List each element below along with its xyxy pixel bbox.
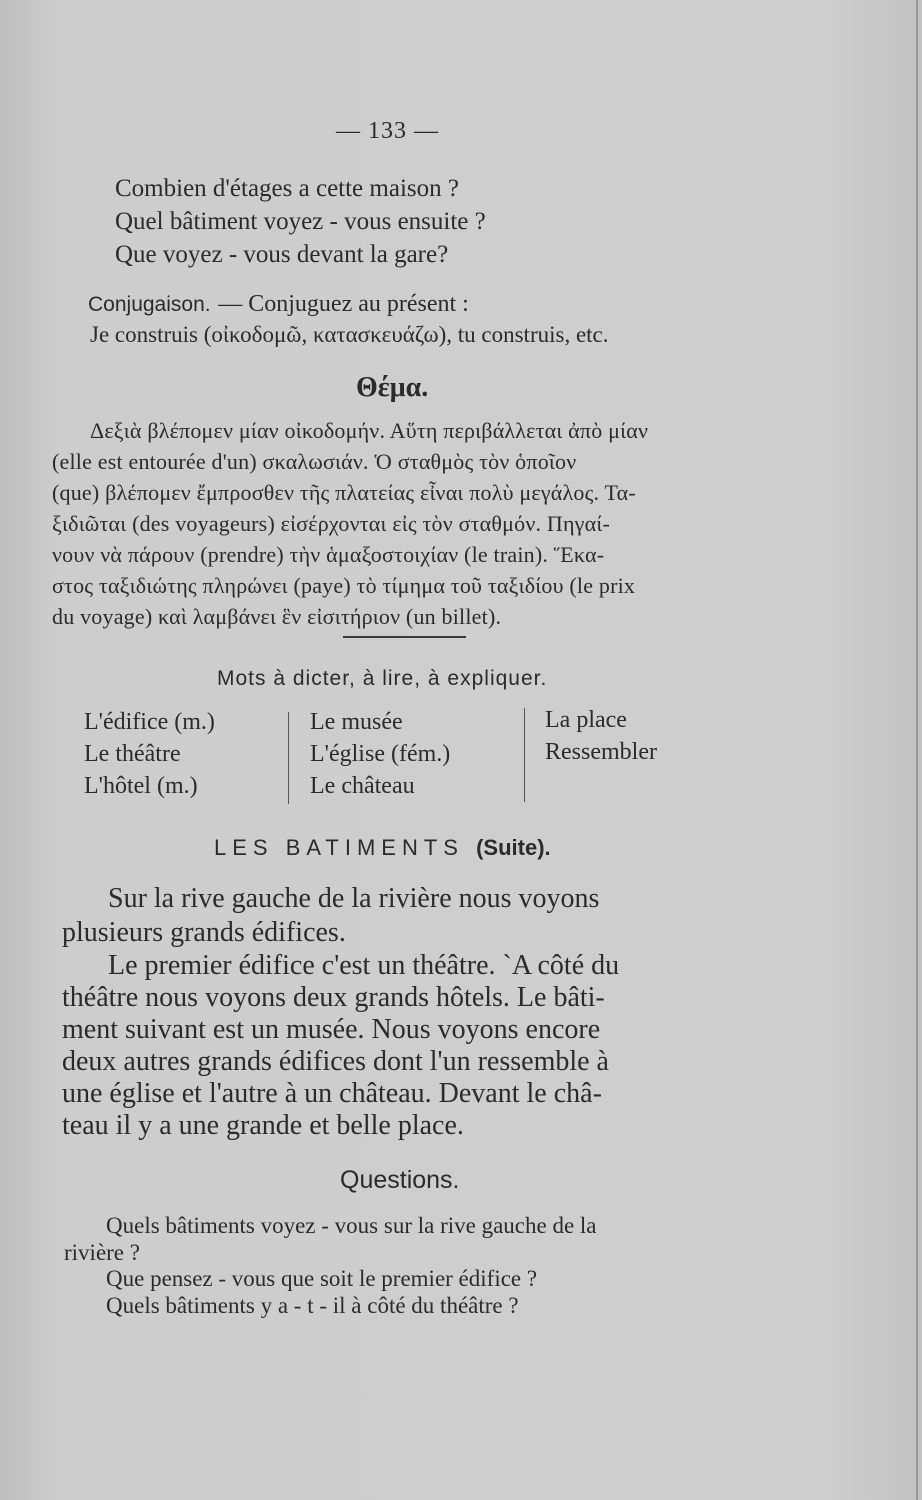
theme-line: ξιδιῶται (des voyageurs) εἰσέρχονται εἰς τὸν σταθμόν. Πηγαί- <box>52 511 610 536</box>
reading-line: plusieurs grands édifices. <box>62 917 346 948</box>
conjugaison-label: Conjugaison. <box>88 293 211 316</box>
reading-line: Le premier édifice c'est un théâtre. `A côté du <box>108 950 620 981</box>
question-line: Quel bâtiment voyez - vous ensuite ? <box>115 208 486 235</box>
reading-line: deux autres grands édifices dont l'un ressemble à <box>62 1046 609 1077</box>
mot: L'hôtel (m.) <box>84 773 198 799</box>
theme-line: du voyage) καὶ λαμβάνει ἓν εἰσιτήριον (un billet). <box>52 604 502 629</box>
theme-line: στος ταξιδιώτης πληρώνει (paye) τὸ τίμημα τοῦ ταξιδίου (le prix <box>52 573 636 598</box>
section-title-suffix: (Suite). <box>476 835 551 860</box>
section-title-text: LES BATIMENTS <box>214 835 464 860</box>
mots-title: Mots à dicter, à lire, à expliquer. <box>217 667 548 690</box>
mot: Le théâtre <box>84 741 181 767</box>
column-separator <box>524 708 525 802</box>
question-line: rivière ? <box>64 1240 140 1265</box>
reading-line: une église et l'autre à un château. Devant le châ- <box>62 1078 602 1109</box>
reading-line: ment suivant est un musée. Nous voyons encore <box>62 1014 601 1045</box>
mot: La place <box>545 707 627 733</box>
reading-line: Sur la rive gauche de la rivière nous voyons <box>108 883 600 914</box>
questions-title: Questions. <box>340 1166 460 1194</box>
conjugaison-instruction: — Conjuguez au présent : <box>218 291 469 317</box>
theme-line: Δεξιὰ βλέπομεν μίαν οἰκοδομήν. Αὕτη περιβάλλεται ἀπὸ μίαν <box>90 418 649 443</box>
question-line: Quels bâtiments voyez - vous sur la rive gauche de la <box>106 1213 597 1238</box>
reading-line: théâtre nous voyons deux grands hôtels. Le bâti- <box>62 982 605 1013</box>
page-number: — 133 — <box>336 118 439 144</box>
question-line: Combien d'étages a cette maison ? <box>115 175 459 202</box>
conjugaison-heading <box>88 289 469 318</box>
question-line: Que voyez - vous devant la gare? <box>115 241 449 268</box>
theme-line: (elle est entourée d'un) σκαλωσιάν. Ὁ σταθμὸς τὸν ὁποῖον <box>52 449 577 474</box>
mots-column-1 <box>84 706 215 802</box>
mot: L'édifice (m.) <box>84 709 215 735</box>
section-title <box>214 835 551 861</box>
reading-line: teau il y a une grande et belle place. <box>62 1110 464 1141</box>
page-edge <box>916 0 918 1500</box>
question-line: Que pensez - vous que soit le premier édifice ? <box>106 1266 538 1291</box>
conjugaison-line: Je construis (οἰκοδομῶ, κατασκευάζω), tu construis, etc. <box>90 322 609 347</box>
theme-line: νουν νὰ πάρουν (prendre) τὴν ἁμαξοστοιχίαν (le train). Ἕκα- <box>52 542 605 567</box>
mot: Le musée <box>310 709 403 735</box>
section-divider <box>343 636 466 638</box>
mot: Ressembler <box>545 739 657 765</box>
mot: Le château <box>310 773 415 799</box>
theme-title: Θέμα. <box>356 372 429 403</box>
column-separator <box>288 712 289 804</box>
mots-column-2 <box>310 706 450 802</box>
theme-line: (que) βλέπομεν ἔμπροσθεν τῆς πλατείας εἶναι πολὺ μεγάλος. Τα- <box>52 480 636 505</box>
mot: L'église (fém.) <box>310 741 451 767</box>
mots-column-3 <box>545 704 657 768</box>
question-line: Quels bâtiments y a - t - il à côté du théâtre ? <box>106 1293 519 1318</box>
